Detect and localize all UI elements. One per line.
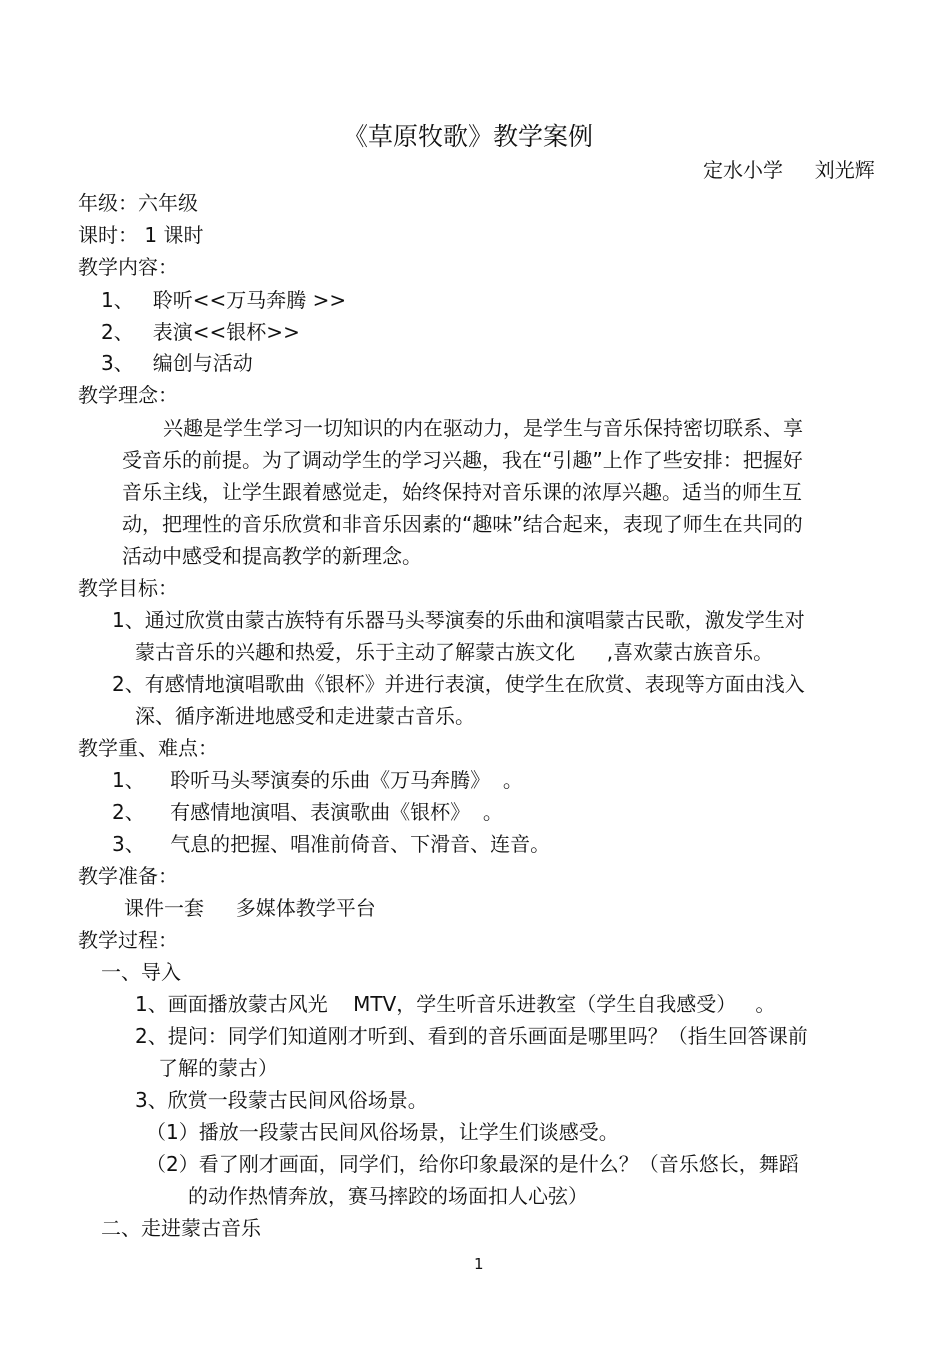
- prep-heading: 教学准备：: [78, 864, 178, 888]
- concept-line: 兴趣是学生学习一切知识的内在驱动力，是学生与音乐保持密切联系、享: [163, 416, 803, 440]
- key-item: 3、 气息的把握、唱准前倚音、下滑音、连音。: [112, 832, 551, 856]
- process-line: 了解的蒙古）: [158, 1056, 278, 1080]
- goal-line: 深、循序渐进地感受和走进蒙古音乐。: [135, 704, 475, 728]
- concept-heading: 教学理念：: [78, 383, 178, 407]
- key-item: 2、 有感情地演唱、表演歌曲《银杯》 。: [112, 800, 503, 824]
- goal-line: 1、通过欣赏由蒙古族特有乐器马头琴演奏的乐曲和演唱蒙古民歌，激发学生对: [112, 608, 805, 632]
- author-line: 定水小学 刘光辉: [703, 158, 875, 182]
- page-number: 1: [474, 1255, 484, 1273]
- process-line: 的动作热情奔放，赛马摔跤的场面扣人心弦）: [188, 1184, 588, 1208]
- key-item: 1、 聆听马头琴演奏的乐曲《万马奔腾》 。: [112, 768, 523, 792]
- hours-line: 课时： 1 课时: [78, 223, 204, 247]
- content-item: 2、 表演<<银杯>>: [101, 320, 300, 344]
- goal-line: 蒙古音乐的兴趣和热爱，乐于主动了解蒙古族文化 ,喜欢蒙古族音乐。: [135, 640, 774, 664]
- process-line: （1）播放一段蒙古民间风俗场景，让学生们谈感受。: [146, 1120, 619, 1144]
- process-line: 3、欣赏一段蒙古民间风俗场景。: [135, 1088, 428, 1112]
- process-line: 2、提问：同学们知道刚才听到、看到的音乐画面是哪里吗？（指生回答课前: [135, 1024, 808, 1048]
- process-heading: 教学过程：: [78, 928, 178, 952]
- goal-line: 2、有感情地演唱歌曲《银杯》并进行表演，使学生在欣赏、表现等方面由浅入: [112, 672, 805, 696]
- prep-line: 课件一套 多媒体教学平台: [124, 896, 376, 920]
- document-title: 《草原牧歌》教学案例: [343, 122, 594, 151]
- key-heading: 教学重、难点：: [78, 736, 218, 760]
- concept-line: 活动中感受和提高教学的新理念。: [122, 544, 422, 568]
- section-heading: 一、导入: [101, 960, 181, 984]
- concept-line: 动，把理性的音乐欣赏和非音乐因素的“趣味”结合起来，表现了师生在共同的: [122, 512, 803, 536]
- concept-line: 音乐主线，让学生跟着感觉走，始终保持对音乐课的浓厚兴趣。适当的师生互: [122, 480, 802, 504]
- goal-heading: 教学目标：: [78, 576, 178, 600]
- process-line: （2）看了刚才画面，同学们，给你印象最深的是什么？（音乐悠长，舞蹈: [146, 1152, 799, 1176]
- content-item: 3、 编创与活动: [101, 351, 253, 375]
- process-line: 1、画面播放蒙古风光 MTV，学生听音乐进教室（学生自我感受） 。: [135, 992, 776, 1016]
- section-heading: 二、走进蒙古音乐: [101, 1216, 261, 1240]
- content-item: 1、 聆听<<万马奔腾 >>: [101, 288, 347, 312]
- concept-line: 受音乐的前提。为了调动学生的学习兴趣，我在“引趣”上作了些安排：把握好: [122, 448, 803, 472]
- content-heading: 教学内容：: [78, 255, 178, 279]
- grade-line: 年级：六年级: [78, 191, 198, 215]
